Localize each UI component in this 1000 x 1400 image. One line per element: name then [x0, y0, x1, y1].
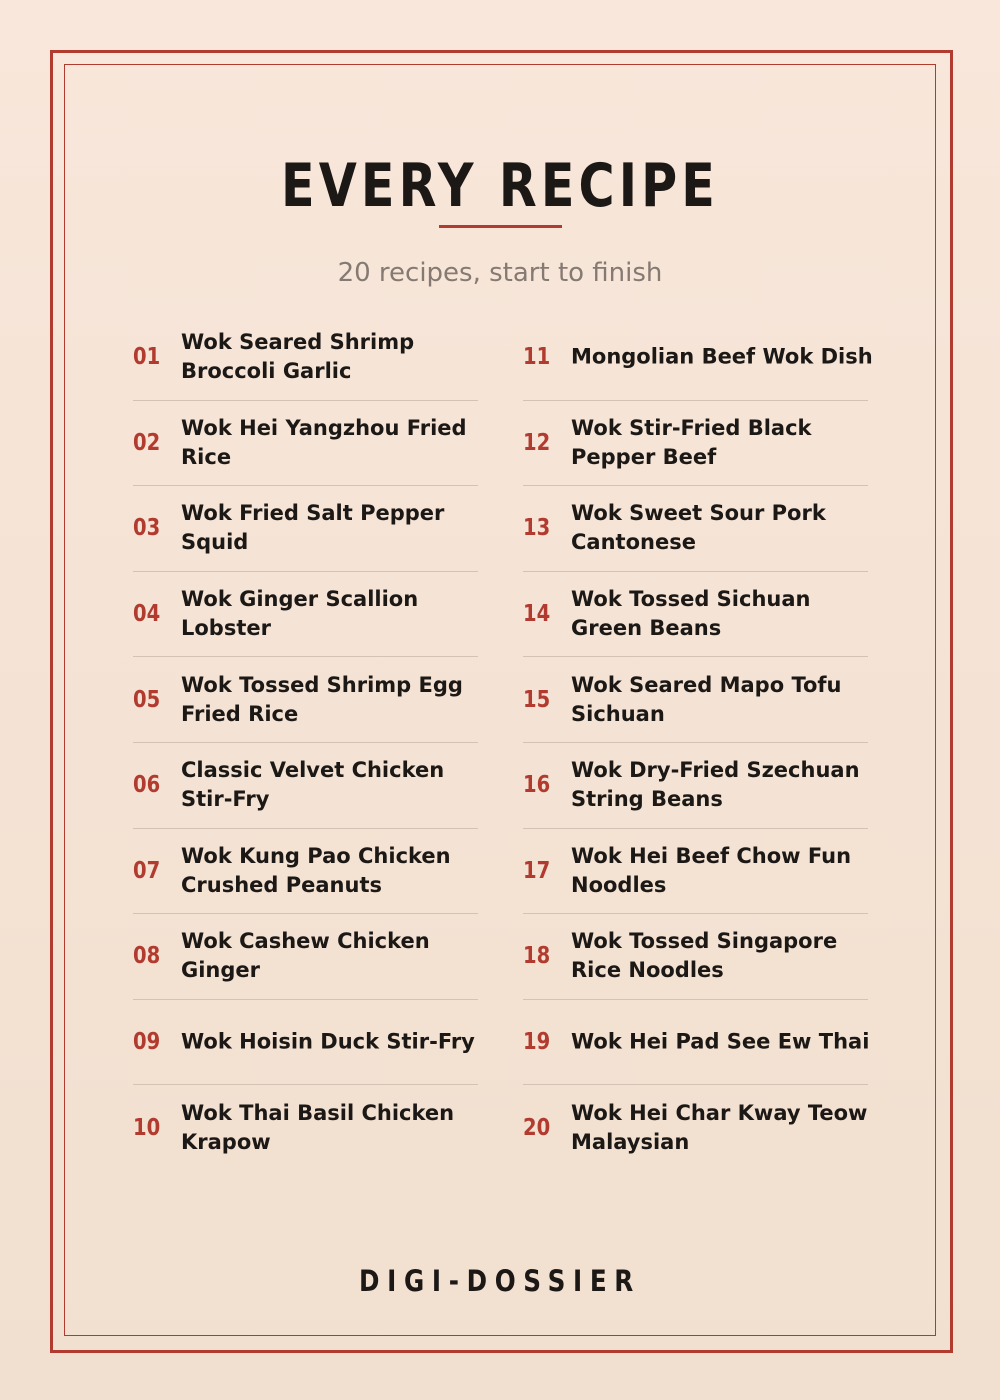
recipe-name: Classic Velvet Chicken Stir-Fry	[181, 758, 445, 812]
recipe-name: Wok Tossed Singapore Rice Noodles	[571, 929, 838, 983]
recipe-item	[523, 571, 868, 657]
recipe-number: 19	[523, 1029, 551, 1056]
recipe-number: 17	[523, 857, 551, 884]
recipe-name: Wok Hei Char Kway Teow Malaysian	[571, 1100, 868, 1154]
recipe-name: Wok Hoisin Duck Stir-Fry	[181, 1029, 475, 1054]
recipe-number: 04	[133, 601, 161, 628]
title-underline	[439, 225, 562, 228]
recipe-number: 18	[523, 943, 551, 970]
recipe-number: 02	[133, 429, 161, 456]
recipe-item	[523, 400, 868, 486]
recipe-number: 11	[523, 343, 551, 370]
recipe-item	[523, 999, 868, 1085]
recipe-name: Wok Thai Basil Chicken Krapow	[181, 1100, 455, 1154]
recipe-name: Wok Kung Pao Chicken Crushed Peanuts	[181, 843, 451, 897]
recipe-name: Wok Seared Mapo Tofu Sichuan	[571, 672, 842, 726]
recipe-number: 10	[133, 1114, 161, 1141]
recipe-item	[523, 485, 868, 571]
recipe-number: 03	[133, 515, 161, 542]
recipe-item	[133, 742, 478, 828]
recipe-item	[523, 314, 873, 400]
recipe-list-left	[133, 314, 478, 1170]
recipe-item	[523, 1084, 868, 1170]
recipe-number: 20	[523, 1114, 551, 1141]
recipe-list-right	[523, 314, 873, 1170]
recipe-name: Wok Dry-Fried Szechuan String Beans	[571, 758, 860, 812]
recipe-item	[133, 913, 478, 999]
recipe-name: Wok Ginger Scallion Lobster	[181, 587, 419, 641]
recipe-name: Wok Hei Beef Chow Fun Noodles	[571, 843, 852, 897]
recipe-number: 14	[523, 601, 551, 628]
recipe-item	[523, 656, 868, 742]
recipe-item	[133, 656, 478, 742]
recipe-name: Wok Stir-Fried Black Pepper Beef	[571, 415, 812, 469]
recipe-number: 12	[523, 429, 551, 456]
recipe-number: 09	[133, 1029, 161, 1056]
recipe-item	[133, 828, 478, 914]
recipe-name: Wok Tossed Sichuan Green Beans	[571, 587, 811, 641]
recipe-number: 07	[133, 857, 161, 884]
recipe-item	[133, 400, 478, 486]
recipe-name: Wok Seared Shrimp Broccoli Garlic	[181, 329, 415, 383]
recipe-number: 01	[133, 343, 161, 370]
recipe-number: 06	[133, 772, 161, 799]
recipe-item	[133, 1084, 478, 1170]
recipe-item	[133, 485, 478, 571]
recipe-name: Wok Cashew Chicken Ginger	[181, 929, 430, 983]
page-title: EVERY RECIPE	[280, 151, 720, 221]
recipe-item	[523, 742, 868, 828]
recipe-name: Wok Fried Salt Pepper Squid	[181, 501, 445, 555]
brand-footer: DIGI-DOSSIER	[359, 1264, 641, 1298]
recipe-number: 08	[133, 943, 161, 970]
recipe-name: Wok Hei Pad See Ew Thai	[571, 1029, 870, 1054]
recipe-item	[133, 314, 478, 400]
recipe-name: Wok Tossed Shrimp Egg Fried Rice	[181, 672, 463, 726]
recipe-item	[133, 999, 478, 1085]
recipe-number: 15	[523, 686, 551, 713]
recipe-item	[523, 913, 868, 999]
recipe-number: 05	[133, 686, 161, 713]
recipe-item	[523, 828, 868, 914]
recipe-number: 16	[523, 772, 551, 799]
recipe-name: Mongolian Beef Wok Dish	[571, 344, 873, 369]
page-subtitle: 20 recipes, start to finish	[337, 258, 663, 288]
recipe-item	[133, 571, 478, 657]
recipe-number: 13	[523, 515, 551, 542]
recipe-name: Wok Sweet Sour Pork Cantonese	[571, 501, 826, 555]
recipe-name: Wok Hei Yangzhou Fried Rice	[181, 415, 467, 469]
